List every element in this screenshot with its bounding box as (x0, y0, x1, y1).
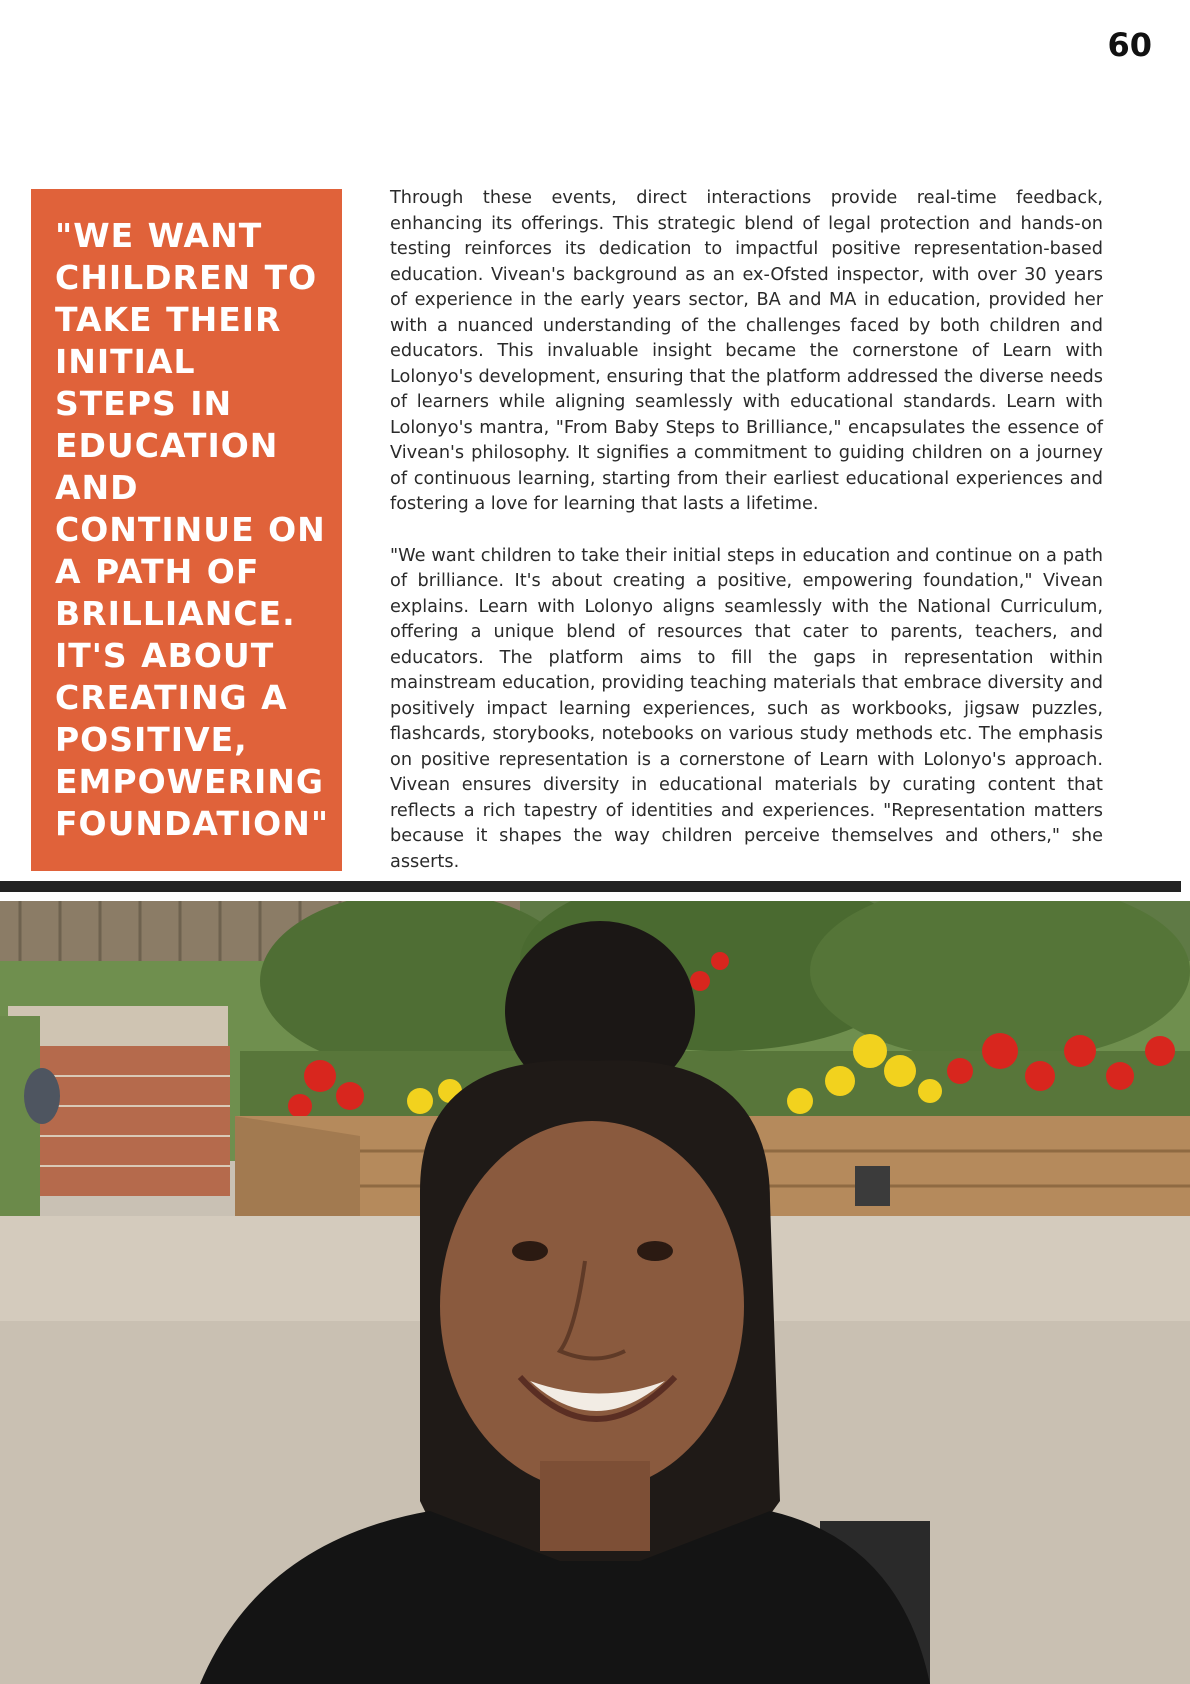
article-paragraph-2: "We want children to take their initial steps in education and continue on a path of brilliance. It's about creating a positive, empowering foundation," Vivean explains. Learn with Lolonyo aligns seamlessly with the National Curriculum, offering a unique blend of resources that cater to parents, teachers, and educators. The platform aims to fill the gaps in representation within mainstream education, providing teaching materials that embrace diversity and positively impact learning experiences, such as workbooks, jigsaw puzzles, flashcards, storybooks, notebooks on various study methods etc. The emphasis on positive representation is a cornerstone of Learn with Lolonyo's approach. Vivean ensures diversity in educational materials by curating content that reflects a rich tapestry of identities and experiences. "Representation matters because it shapes the way children perceive themselves and others," she asserts. (390, 545, 1103, 872)
portrait-photo (0, 901, 1190, 1684)
article-body (390, 186, 1103, 901)
section-divider (0, 881, 1181, 892)
pull-quote-text: "WE WANT CHILDREN TO TAKE THEIR INITIAL STEPS IN EDUCATION AND CONTINUE ON A PATH OF BRILLIANCE. IT'S ABOUT CREATING A POSITIVE, EMPOWERING FOUNDATION" (55, 216, 330, 843)
page-number: 60 (1107, 26, 1152, 64)
pull-quote-box (31, 189, 342, 871)
article-paragraph-1: Through these events, direct interactions provide real-time feedback, enhancing its offerings. This strategic blend of legal protection and hands-on testing reinforces its dedication to impactful positive representation-based education. Vivean's background as an ex-Ofsted inspector, with over 30 years of experience in the early years sector, BA and MA in education, provided her with a nuanced understanding of the challenges faced by both children and educators. This invaluable insight became the cornerstone of Learn with Lolonyo's development, ensuring that the platform addressed the diverse needs of learners while aligning seamlessly with educational standards. Learn with Lolonyo's mantra, "From Baby Steps to Brilliance," encapsulates the essence of Vivean's philosophy. It signifies a commitment to guiding children on a journey of continuous learning, starting from their earliest educational experiences and fostering a love for learning that lasts a lifetime. (390, 188, 1103, 514)
